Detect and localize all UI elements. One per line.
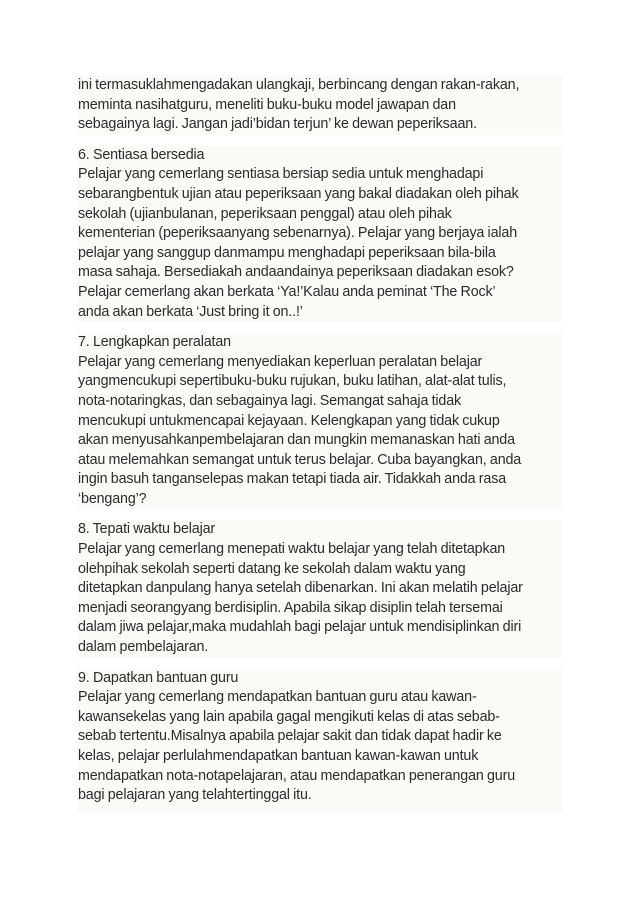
section-line: dalam jiwa pelajar,maka mudahlah bagi pelajar untuk mendisiplinkan diri: [78, 619, 522, 636]
paragraph-gap: [75, 135, 565, 146]
intro-paragraph: [77, 76, 563, 135]
document-body: [77, 76, 563, 812]
section-line: anda akan berkata ‘Just bring it on..!’: [78, 303, 303, 320]
paragraph-gap: [75, 322, 565, 333]
section-line: Pelajar yang cemerlang menepati waktu belajar yang telah ditetapkan: [78, 541, 506, 558]
section-line: Pelajar yang cemerlang menyediakan keperluan peralatan belajar: [78, 353, 483, 370]
section-line: menjadi seorangyang berdisiplin. Apabila sikap disiplin telah tersemai: [78, 599, 503, 616]
intro-line: sebagainya lagi. Jangan jadi’bidan terjun’ ke dewan peperiksaan.: [78, 116, 477, 133]
section-line: yangmencukupi sepertibuku-buku rujukan, buku latihan, alat-alat tulis,: [78, 373, 507, 390]
section-6: [77, 146, 563, 322]
section-line: ‘bengang’?: [78, 490, 147, 507]
section-line: kawansekelas yang lain apabila gagal mengikuti kelas di atas sebab-: [78, 708, 500, 725]
section-line: ingin basuh tanganselepas makan tetapi tiada air. Tidakkah anda rasa: [78, 471, 507, 488]
section-line: Pelajar yang cemerlang sentiasa bersiap sedia untuk menghadapi: [78, 166, 484, 183]
section-line: sebab tertentu.Misalnya apabila pelajar sakit dan tidak dapat hadir ke: [78, 728, 502, 745]
section-line: masa sahaja. Bersediakah andaandainya peperiksaan diadakan esok?: [78, 264, 514, 281]
section-line: kelas, pelajar perlulahmendapatkan bantuan kawan-kawan untuk: [78, 748, 479, 764]
section-line: atau melemahkan semangat untuk terus belajar. Cuba bayangkan, anda: [78, 451, 522, 468]
section-line: nota-notaringkas, dan sebagainya lagi. Semangat sahaja tidak: [78, 392, 462, 409]
section-line: olehpihak sekolah seperti datang ke sekolah dalam waktu yang: [78, 560, 466, 577]
section-heading: 9. Dapatkan bantuan guru: [78, 669, 239, 686]
section-line: Pelajar yang cemerlang mendapatkan bantuan guru atau kawan-: [78, 689, 477, 706]
section-line: sekolah (ujianbulanan, peperiksaan penggal) atau oleh pihak: [78, 205, 452, 222]
section-line: Pelajar cemerlang akan berkata ‘Ya!’Kalau anda peminat ‘The Rock’: [78, 283, 496, 300]
section-line: pelajar yang sanggup danmampu menghadapi peperiksaan bila-bila: [78, 244, 496, 261]
section-9: [77, 669, 563, 806]
section-line: akan menyusahkanpembelajaran dan mungkin memanaskan hati anda: [78, 432, 515, 449]
paragraph-gap: [75, 509, 565, 520]
intro-line: meminta nasihatguru, meneliti buku-buku model jawapan dan: [78, 96, 456, 113]
section-line: bagi pelajaran yang telahtertinggal itu.: [78, 787, 312, 804]
section-line: kementerian (peperiksaanyang sebenarnya). Pelajar yang berjaya ialah: [78, 225, 518, 242]
section-7: [77, 333, 563, 509]
section-heading: 7. Lengkapkan peralatan: [78, 334, 231, 351]
section-line: ditetapkan danpulang hanya setelah dibenarkan. Ini akan melatih pelajar: [78, 580, 523, 597]
intro-line: ini termasuklahmengadakan ulangkaji, berbincang dengan rakan-rakan,: [78, 77, 520, 93]
paragraph-gap: [75, 658, 565, 669]
section-line: sebarangbentuk ujian atau peperiksaan yang bakal diadakan oleh pihak: [78, 185, 519, 202]
bottom-padding: [77, 806, 563, 812]
section-heading: 8. Tepati waktu belajar: [78, 521, 216, 538]
section-line: mendapatkan nota-notapelajaran, atau mendapatkan penerangan guru: [78, 767, 516, 784]
section-heading: 6. Sentiasa bersedia: [78, 146, 205, 163]
section-8: [77, 520, 563, 657]
section-line: dalam pembelajaran.: [78, 639, 209, 656]
section-line: mencukupi untukmencapai kejayaan. Kelengkapan yang tidak cukup: [78, 412, 500, 429]
